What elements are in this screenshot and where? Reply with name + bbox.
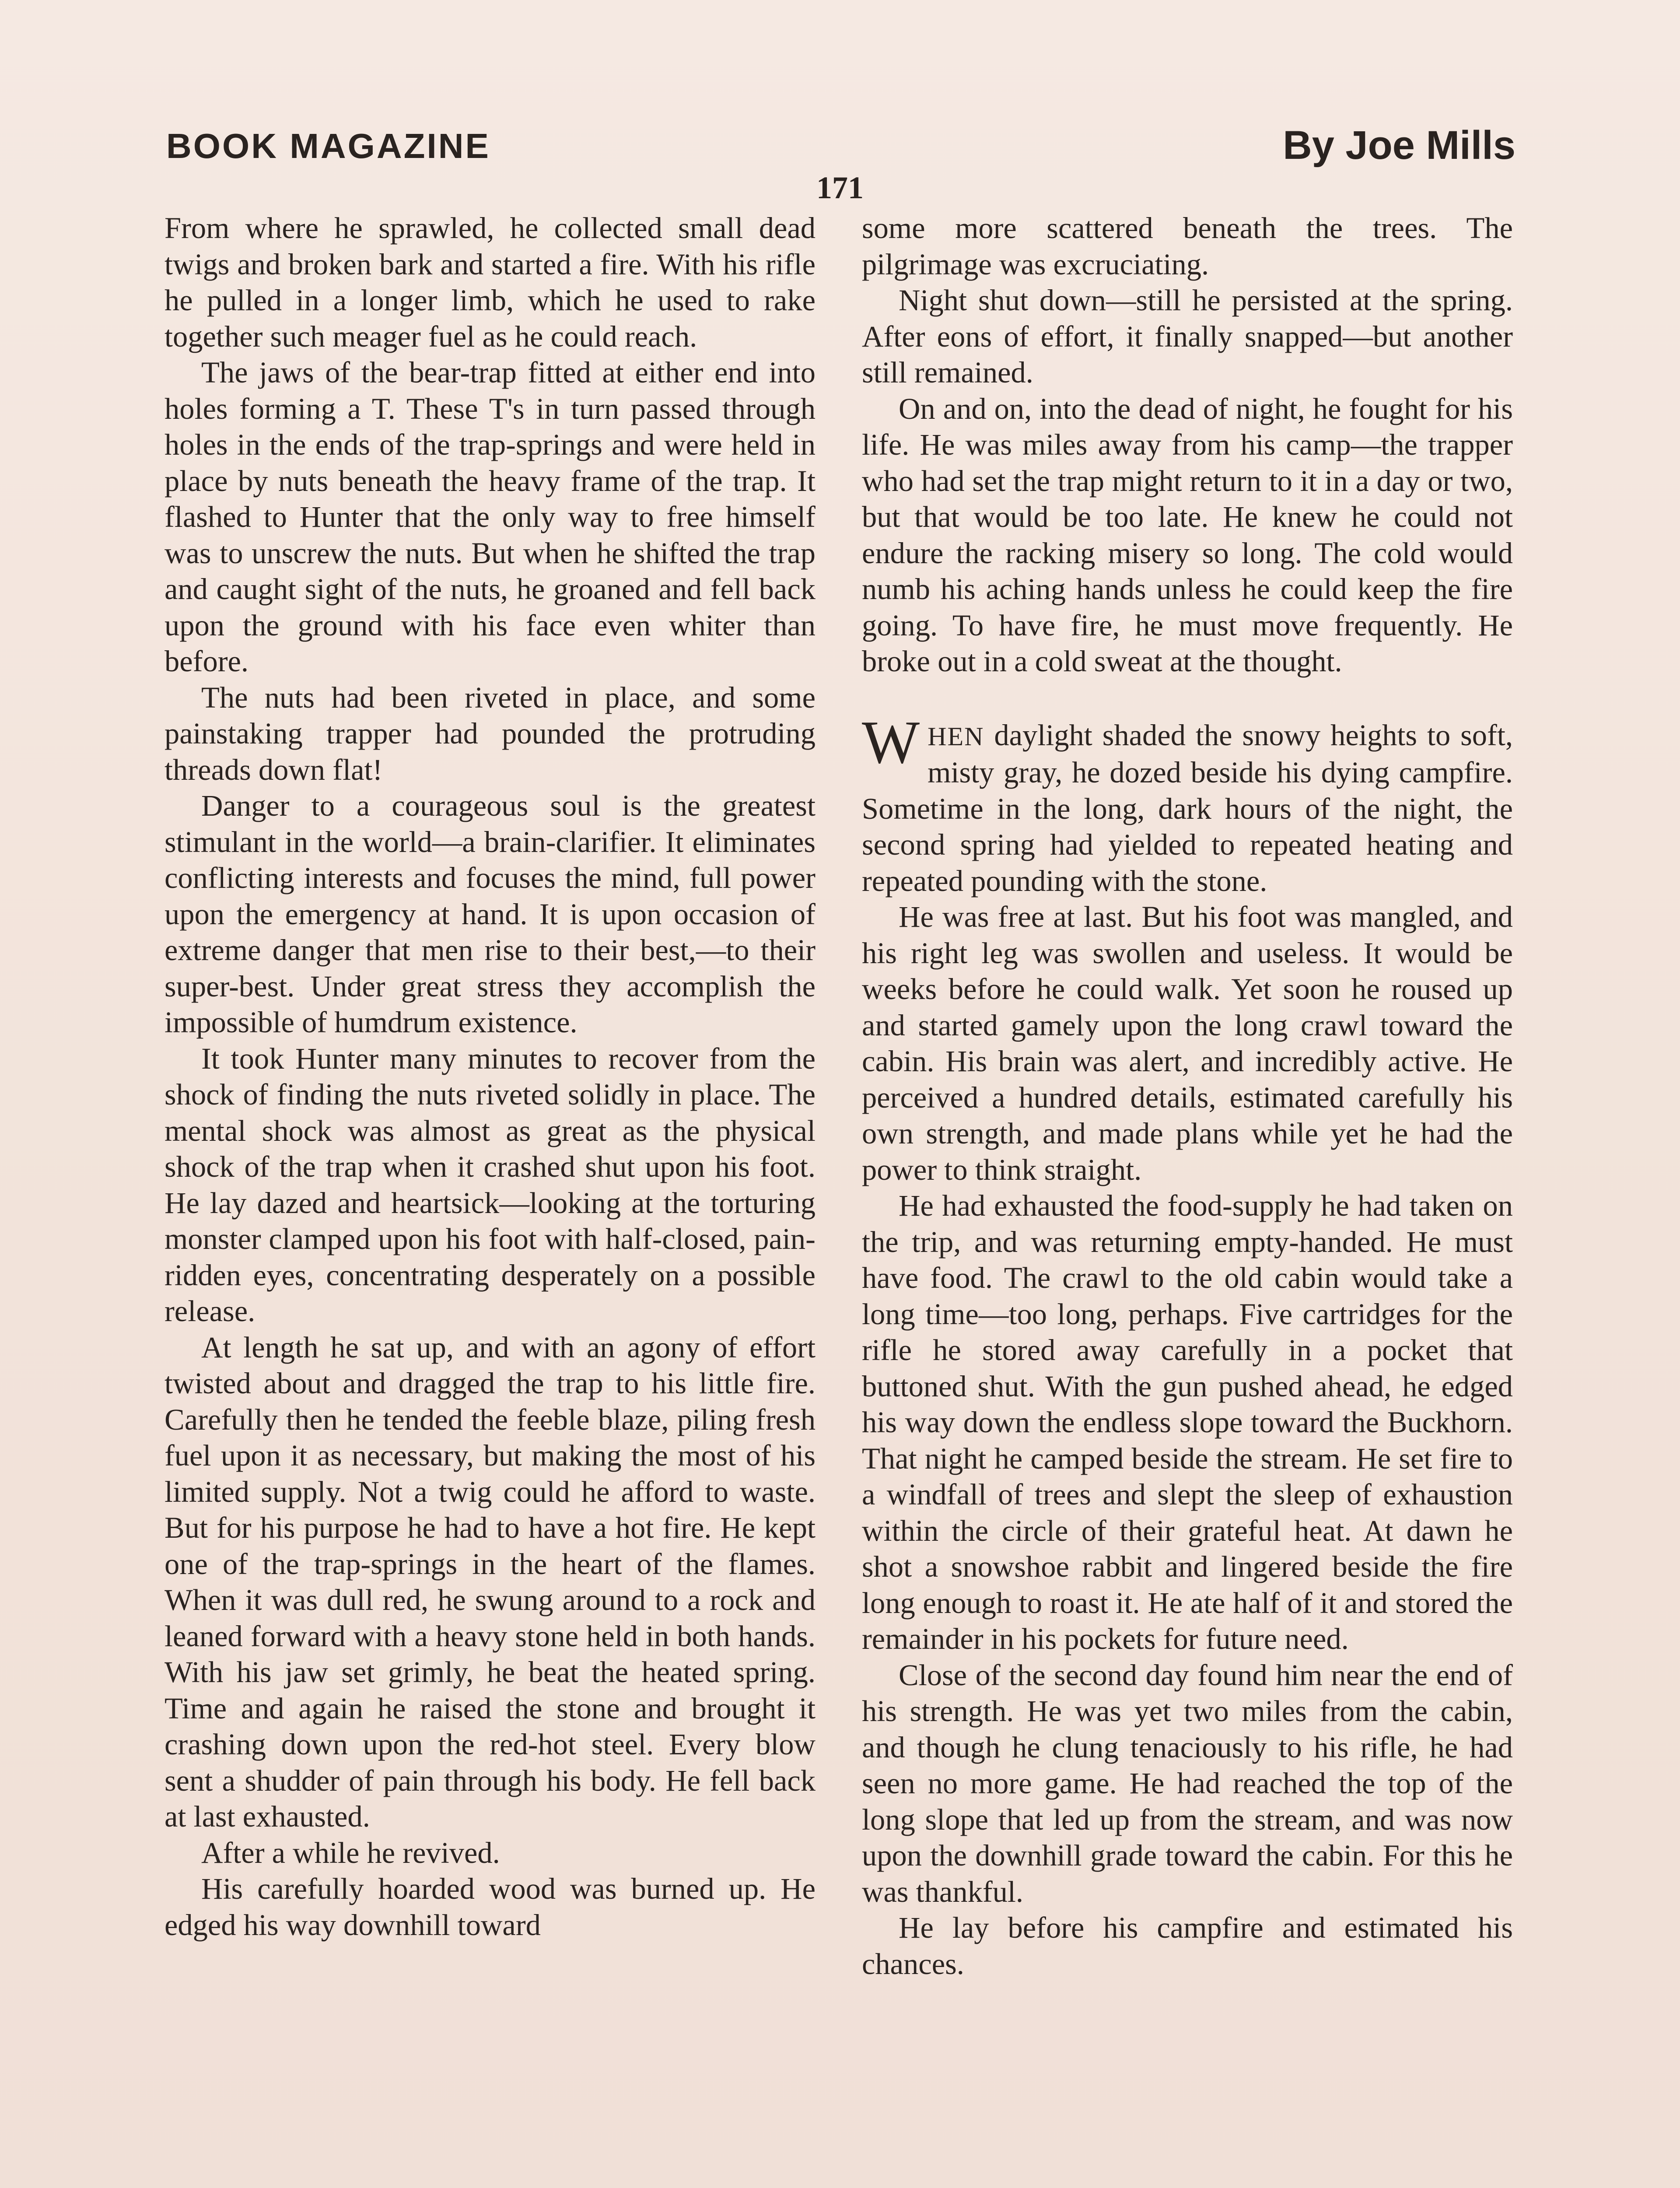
drop-cap: W [862,708,920,776]
left-column [164,210,816,1943]
paragraph: The nuts had been riveted in place, and some painstaking trapper had pounded the protruding threads down flat! [164,680,816,786]
author-byline: By Joe Mills [1283,123,1516,168]
paragraph: He was free at last. But his foot was mangled, and his right leg was swollen and useless. It would be weeks before he could walk. Yet soon he roused up and started gamely upon the long crawl toward the cabin. His brain was alert, and incredibly active. He perceived a hundred details, estimated carefully his own strength, and made plans while yet he had the power to think straight. [862,900,1513,1186]
page-number: 171 [816,170,864,205]
paragraph: Danger to a courageous soul is the greatest stimulant in the world—a brain-clarifier. It eliminates conflicting interests and focuses the mind, full power upon the emergency at hand. It is upon occasion of extreme danger that men rise to their best,—to their super-best. Under great stress they accomplish the impossible of humdrum existence. [164,789,816,1039]
right-column [862,210,1513,1982]
paragraph: After a while he revived. [201,1836,500,1869]
paragraph: His carefully hoarded wood was burned up. He edged his way downhill toward [164,1872,816,1942]
paragraph: He had exhausted the food-supply he had taken on the trip, and was returning empty-handed. He must have food. The crawl to the old cabin would take a long time—too long, perhaps. Five cartridges for the rifle he stored away carefully in a pocket that buttoned shut. With the gun pushed ahead, he edged his way down the endless slope toward the Buckhorn. That night he camped beside the stream. He set fire to a windfall of trees and slept the sleep of exhaustion within the circle of their grateful heat. At dawn he shot a snowshoe rabbit and lingered beside the fire long enough to roast it. He ate half of it and stored the remainder in his pockets for future need. [862,1189,1513,1655]
paragraph: Close of the second day found him near the end of his strength. He was yet two miles from the cabin, and though he clung tenaciously to his rifle, he had seen no more game. He had reached the top of the long slope that led up from the stream, and was now upon the downhill grade toward the cabin. For this he was thankful. [862,1658,1513,1908]
small-caps-lead: HEN [928,722,984,751]
paragraph: The jaws of the bear-trap fitted at either end into holes forming a T. These T's in turn passed through holes in the ends of the trap-springs and were held in place by nuts beneath the heavy frame of the trap. It flashed to Hunter that the only way to free himself was to unscrew the nuts. But when he shifted the trap and caught sight of the nuts, he groaned and fell back upon the ground with his face even whiter than before. [164,356,816,678]
paragraph: From where he sprawled, he collected small dead twigs and broken bark and started a fire. With his rifle he pulled in a longer limb, which he used to rake together such meager fuel as he could reach. [164,211,816,353]
magazine-title: BOOK MAGAZINE [166,126,490,165]
section-opening-text: daylight shaded the snowy heights to soft, misty gray, he dozed beside his dying campfire. Sometime in the long, dark hours of the night, the second spring had yielded to repeated heating and repeated pounding with the stone. [862,718,1513,898]
paragraph: It took Hunter many minutes to recover from the shock of finding the nuts riveted solidly in place. The mental shock was almost as great as the physical shock of the trap when it crashed shut upon his foot. He lay dazed and heartsick—looking at the torturing monster clamped upon his foot with half-closed, pain-ridden eyes, concentrating desperately on a possible release. [164,1041,816,1328]
section-opening-paragraph [862,708,1513,899]
paragraph: On and on, into the dead of night, he fought for his life. He was miles away from his camp—the trapper who had set the trap might return to it in a day or two, but that would be too late. He knew he could not endure the racking misery so long. The cold would numb his aching hands unless he could keep the fire going. To have fire, he must move frequently. He broke out in a cold sweat at the thought. [862,392,1513,678]
paragraph: At length he sat up, and with an agony of effort twisted about and dragged the trap to his little fire. Carefully then he tended the feeble blaze, piling fresh fuel upon it as necessary, but making the most of his limited supply. Not a twig could he afford to waste. But for his purpose he had to have a hot fire. He kept one of the trap-springs in the heart of the flames. When it was dull red, he swung around to a rock and leaned forward with a heavy stone held in both hands. With his jaw set grimly, he beat the heated spring. Time and again he raised the stone and brought it crashing down upon the red-hot steel. Every blow sent a shudder of pain through his body. He fell back at last exhausted. [164,1330,816,1833]
paragraph: Night shut down—still he persisted at the spring. After eons of effort, it finally snapped—but another still remained. [862,284,1513,389]
paragraph: He lay before his campfire and estimated his chances. [862,1911,1513,1981]
paragraph-continuation: some more scattered beneath the trees. The pilgrimage was excruciating. [862,211,1513,281]
